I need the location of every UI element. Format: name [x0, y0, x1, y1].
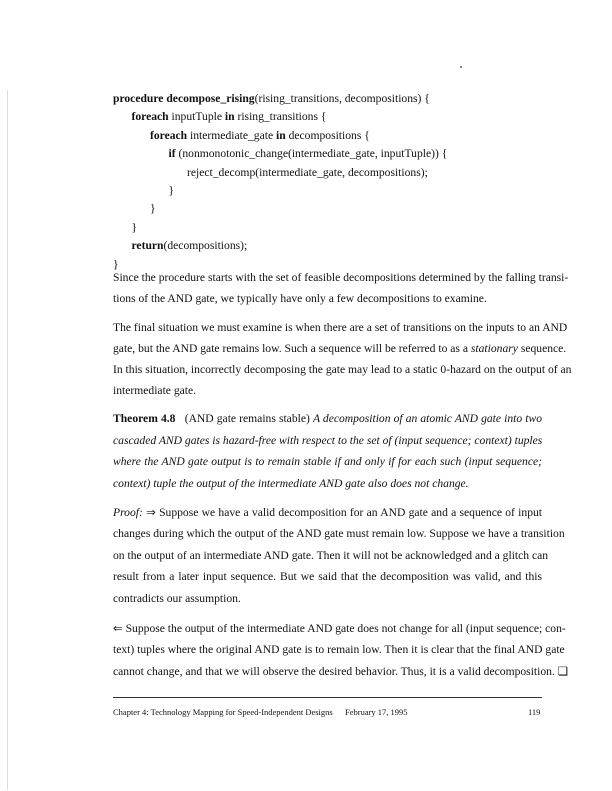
- code-keyword: foreach: [150, 128, 188, 142]
- theorem-text: where the AND gate output is to remain stable if and only if for each such (input sequence;: [113, 455, 542, 468]
- code-keyword: if: [168, 147, 176, 161]
- code-keyword: return: [131, 239, 164, 253]
- page-number: 119: [528, 707, 541, 717]
- code-line: }: [150, 202, 156, 216]
- scan-speck: [460, 66, 462, 68]
- footer-date: February 17, 1995: [345, 707, 408, 717]
- text: gate, but the AND gate remains low. Such a sequence will be referred to as a: [113, 342, 471, 355]
- scan-margin-line: [7, 90, 8, 790]
- para3-line: cannot change, and that we will observe the desired behavior. Thus, it is a valid decomposition. ❑: [113, 665, 569, 678]
- proof-line: changes during which the output of the AND gate must remain low. Suppose we have a transition: [113, 527, 565, 540]
- theorem-label: Theorem 4.8: [113, 412, 176, 425]
- footer-chapter: Chapter 4: Technology Mapping for Speed-Independent Designs: [113, 707, 333, 717]
- theorem-line: [113, 477, 542, 490]
- code-line: foreach intermediate_gate in decompositions {: [150, 128, 370, 142]
- proof-label: Proof:: [113, 506, 143, 519]
- code-keyword: in: [276, 128, 286, 142]
- para2-line: [113, 342, 567, 355]
- code-line: }: [131, 220, 138, 234]
- proof-line: contradicts our assumption.: [113, 592, 241, 605]
- theorem-line: [113, 412, 542, 425]
- para3-line: ⇐ Suppose the output of the intermediate AND gate does not change for all (input sequence; con-: [113, 622, 566, 635]
- theorem-text: cascaded AND gates is hazard-free with respect to the set of (input sequence; context) tuples: [113, 434, 543, 447]
- code-keyword: in: [224, 110, 235, 124]
- proof-line: result from a later input sequence. But we said that the decomposition was valid, and this: [113, 570, 542, 583]
- code-keyword: foreach: [131, 110, 169, 124]
- code-line: reject_decomp(intermediate_gate, decompositions);: [187, 165, 428, 179]
- code-line: }: [168, 184, 175, 197]
- footer-rule: [113, 697, 542, 698]
- para1-line: tions of the AND gate, we typically have only a few decompositions to examine.: [113, 292, 487, 305]
- text: sequence.: [517, 342, 567, 355]
- proof-line: [113, 505, 542, 519]
- theorem-text: context) tuple the output of the intermediate AND gate also does not change.: [113, 477, 469, 490]
- proof-line: on the output of an intermediate AND gate. Then it will not be acknowledged and a glitch can: [113, 549, 549, 562]
- code-line: if (nonmonotonic_change(intermediate_gate, inputTuple)) {: [168, 147, 448, 161]
- theorem-text: A decomposition of an atomic AND gate into two: [312, 412, 543, 425]
- para3-line: text) tuples where the original AND gate is to remain low. Then it is clear that the final AND gate: [113, 643, 565, 656]
- code-keyword: procedure decompose_rising: [113, 92, 255, 105]
- para2-line: intermediate gate.: [113, 384, 197, 397]
- code-line: return(decompositions);: [131, 239, 248, 253]
- para2-line: In this situation, incorrectly decomposing the gate may lead to a static 0-hazard on the output of an: [113, 363, 572, 376]
- theorem-line: [113, 434, 542, 447]
- para2-line: The final situation we must examine is when there are a set of transitions on the inputs to an AND: [113, 321, 568, 334]
- para1-line: Since the procedure starts with the set of feasible decompositions determined by the falling transi-: [113, 271, 569, 284]
- theorem-title: (AND gate remains stable): [184, 412, 310, 425]
- text: ⇒ Suppose we have a valid decomposition for an AND gate and a sequence of input: [146, 506, 543, 519]
- theorem-line: [113, 455, 542, 468]
- code-line: }: [113, 257, 119, 271]
- code-line: procedure decompose_rising(rising_transitions, decompositions) {: [113, 92, 430, 105]
- code-line: foreach inputTuple in rising_transitions {: [131, 110, 327, 124]
- term-stationary: stationary: [470, 342, 518, 355]
